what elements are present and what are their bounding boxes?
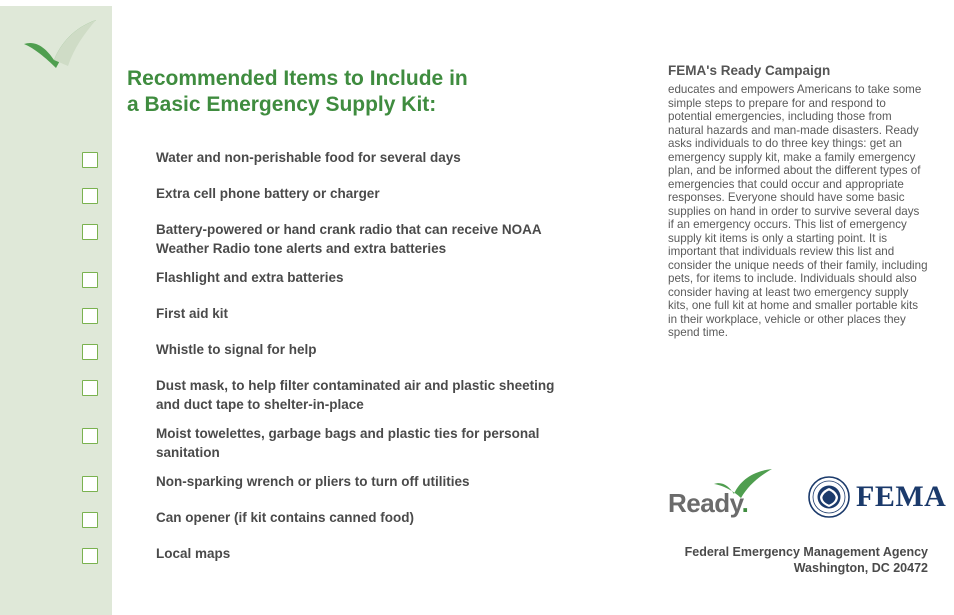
page-title-line2: a Basic Emergency Supply Kit: (127, 93, 437, 116)
list-item-gutter (112, 472, 156, 492)
list-item[interactable] (112, 508, 652, 534)
list-item-gutter (112, 544, 156, 564)
ready-wordmark (668, 488, 748, 519)
list-item[interactable] (112, 340, 652, 366)
list-item[interactable] (112, 148, 652, 174)
sidebar-heading: FEMA's Ready Campaign (668, 63, 831, 78)
ready-wordmark-text: Ready (668, 488, 742, 518)
list-item-label: Extra cell phone battery or charger (156, 186, 380, 201)
list-item-label: Non-sparking wrench or pliers to turn off utilities (156, 474, 470, 489)
page-title-line1: Recommended Items to Include in (127, 67, 468, 90)
band-top-strip (0, 0, 112, 6)
checkbox-icon[interactable] (82, 548, 98, 564)
list-item-gutter (112, 376, 156, 396)
list-item-gutter (112, 268, 156, 288)
list-item[interactable] (112, 472, 652, 498)
list-item-label: Flashlight and extra batteries (156, 270, 344, 285)
list-item-label: Local maps (156, 546, 231, 561)
list-item-gutter (112, 220, 156, 240)
page-title (127, 66, 557, 118)
checkbox-icon[interactable] (82, 152, 98, 168)
list-item-label: Can opener (if kit contains canned food) (156, 510, 415, 525)
list-item[interactable] (112, 304, 652, 330)
dhs-seal-icon (808, 476, 850, 518)
ready-wordmark-dot: . (741, 488, 749, 518)
fema-wordmark: FEMA (856, 480, 947, 513)
checkbox-icon[interactable] (82, 476, 98, 492)
list-item-gutter (112, 508, 156, 528)
checkbox-icon[interactable] (82, 428, 98, 444)
checkbox-icon[interactable] (82, 272, 98, 288)
agency-footer (542, 544, 928, 576)
logo-row (668, 468, 947, 528)
list-item[interactable] (112, 376, 652, 414)
list-item[interactable] (112, 424, 652, 462)
checkbox-icon[interactable] (82, 344, 98, 360)
checkbox-icon[interactable] (82, 308, 98, 324)
checkbox-icon[interactable] (82, 380, 98, 396)
ready-logo (668, 468, 778, 524)
list-item[interactable] (112, 268, 652, 294)
list-item-label: First aid kit (156, 306, 229, 321)
agency-name: Federal Emergency Management Agency (684, 545, 928, 559)
list-item-gutter (112, 340, 156, 360)
list-item-label: Dust mask, to help filter contaminated air and plastic sheeting and duct tape to shelter-in-place (156, 378, 555, 412)
list-item-label: Water and non-perishable food for several days (156, 150, 461, 165)
list-item-gutter (112, 304, 156, 324)
ready-checkmark-icon (22, 18, 98, 68)
list-item[interactable] (112, 184, 652, 210)
ready-campaign-sidebar (668, 62, 928, 340)
checkbox-icon[interactable] (82, 512, 98, 528)
fema-logo (808, 474, 947, 520)
list-item[interactable] (112, 220, 652, 258)
agency-city: Washington, DC 20472 (793, 561, 928, 575)
supply-checklist (112, 148, 652, 580)
main-content (112, 0, 954, 615)
sidebar-body: educates and empowers Americans to take some simple steps to prepare for and respond to potential emergencies, including those from natural hazards and man-made disasters. Ready asks individuals to do three key things: get an emergency supply kit, make a family emergency plan, and be informed about the different types of emergencies that could occur and appropriate responses. Everyone should have some basic supplies on hand in order to survive several days if an emergency occurs. This list of emergency supply kit items is only a starting point. It is important that individuals review this list and consider the unique needs of their family, including pets, for items to include. Individuals should also consider having at least two emergency supply kits, one full kit at home and smaller portable kits in their workplace, vehicle or other places they spend time. (668, 83, 928, 339)
checkbox-icon[interactable] (82, 224, 98, 240)
list-item-gutter (112, 424, 156, 444)
list-item-label: Whistle to signal for help (156, 342, 317, 357)
list-item-gutter (112, 184, 156, 204)
checkbox-icon[interactable] (82, 188, 98, 204)
list-item-gutter (112, 148, 156, 168)
list-item-label: Moist towelettes, garbage bags and plastic ties for personal sanitation (156, 426, 540, 460)
list-item-label: Battery-powered or hand crank radio that can receive NOAA Weather Radio tone alerts and extra batteries (156, 222, 542, 256)
